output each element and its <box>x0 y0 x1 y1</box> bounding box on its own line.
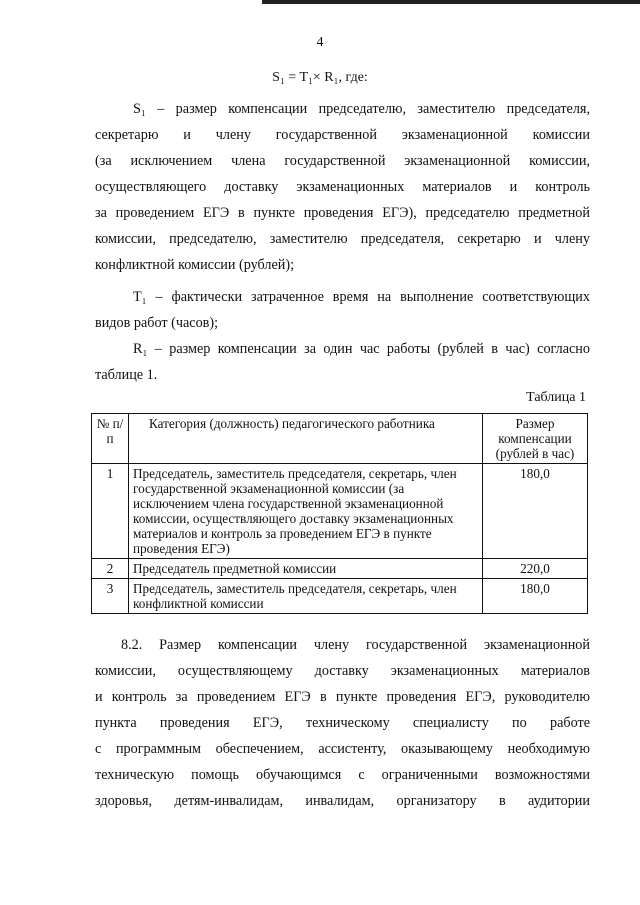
row-num: 3 <box>92 579 129 614</box>
row-value: 180,0 <box>483 464 588 559</box>
definition-s1 <box>95 96 590 278</box>
paragraph-8-2-line: техническую помощь обучающимся с ограниченными возможностями <box>95 767 590 783</box>
definition-s1-line: S₁ – размер компенсации председателю, заместителю председателя, <box>133 101 590 117</box>
row-value: 180,0 <box>483 579 588 614</box>
definition-t1-line: видов работ (часов); <box>95 315 219 331</box>
table-row <box>92 464 588 559</box>
paragraph-8-2 <box>95 632 590 814</box>
paragraph-8-2-line: пункта проведения ЕГЭ, техническому специалисту по работе <box>95 715 590 731</box>
definition-t1 <box>95 284 590 336</box>
header-value: Размер компенсации (рублей в час) <box>483 414 588 464</box>
header-category: Категория (должность) педагогического работника <box>129 414 483 464</box>
definition-s1-line: осуществляющего доставку экзаменационных материалов и контроль <box>95 179 590 195</box>
definition-s1-line: комиссии, председателю, заместителю председателя, секретарю и члену <box>95 231 590 247</box>
definition-t1-line: T₁ – фактически затраченное время на выполнение соответствующих <box>133 289 590 305</box>
row-num: 2 <box>92 559 129 579</box>
definition-s1-line: конфликтной комиссии (рублей); <box>95 257 295 273</box>
definition-r1-line: таблице 1. <box>95 367 158 383</box>
top-border-line <box>262 0 640 4</box>
page-number: 4 <box>316 35 324 50</box>
definition-s1-line: за проведением ЕГЭ в пункте проведения ЕГЭ), председателю предметной <box>95 205 590 221</box>
header-num: № п/п <box>92 414 129 464</box>
definition-s1-line: (за исключением члена государственной экзаменационной комиссии, <box>95 153 590 169</box>
table-row <box>92 579 588 614</box>
definition-s1-line: секретарю и члену государственной экзаменационной комиссии <box>95 127 590 143</box>
row-num: 1 <box>92 464 129 559</box>
table-header-row <box>92 414 588 464</box>
paragraph-8-2-line: здоровья, детям-инвалидам, инвалидам, организатору в аудитории <box>95 793 590 809</box>
compensation-table <box>91 413 588 614</box>
paragraph-8-2-line: 8.2. Размер компенсации члену государственной экзаменационной <box>121 637 590 653</box>
paragraph-8-2-line: с программным обеспечением, ассистенту, оказывающему необходимую <box>95 741 590 757</box>
table-row <box>92 559 588 579</box>
row-category: Председатель, заместитель председателя, секретарь, член государственной экзаменационной комиссии (за исключением члена государственной экзаменационной комиссии, осуществляющего доставку экзаменационных материалов и контроль за проведением ЕГЭ в пункте проведения ЕГЭ) <box>129 464 483 559</box>
formula: S₁ = T₁× R₁, где: <box>272 70 368 85</box>
row-value: 220,0 <box>483 559 588 579</box>
definition-r1 <box>95 336 590 388</box>
paragraph-8-2-line: комиссии, осуществляющему доставку экзаменационных материалов <box>95 663 590 679</box>
paragraph-8-2-line: и контроль за проведением ЕГЭ в пункте проведения ЕГЭ, руководителю <box>95 689 590 705</box>
table-caption: Таблица 1 <box>526 390 586 405</box>
row-category: Председатель, заместитель председателя, секретарь, член конфликтной комиссии <box>129 579 483 614</box>
definition-r1-line: R₁ – размер компенсации за один час работы (рублей в час) согласно <box>133 341 590 357</box>
row-category: Председатель предметной комиссии <box>129 559 483 579</box>
